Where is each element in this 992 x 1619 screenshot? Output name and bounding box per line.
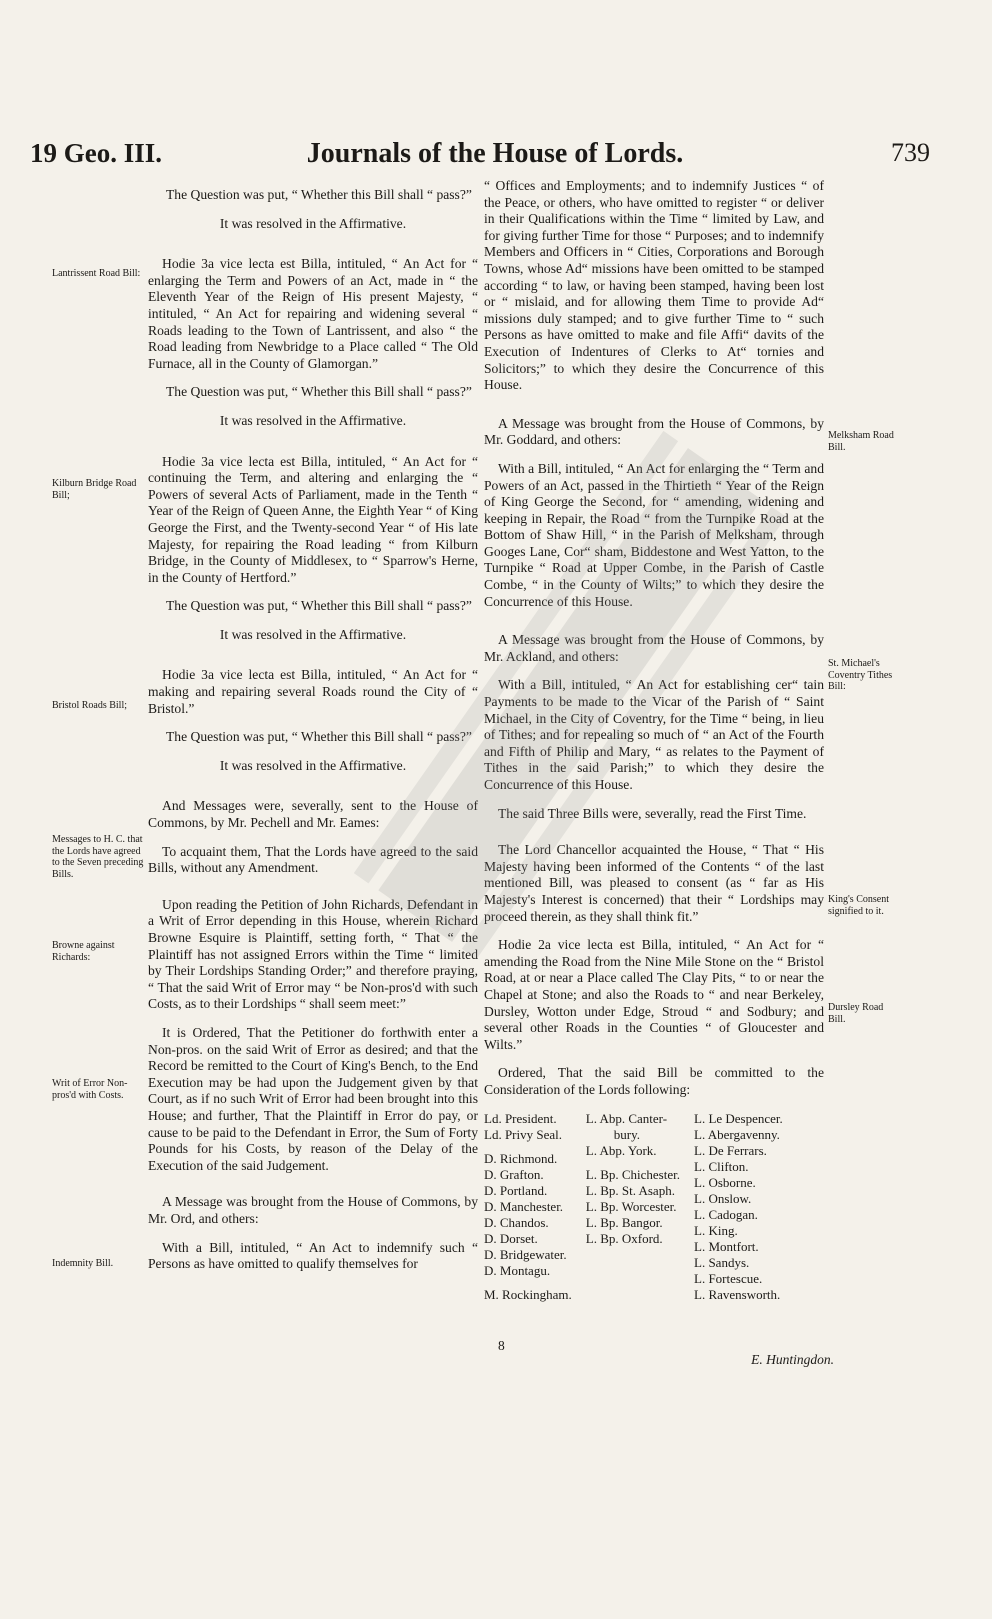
resolution: It was resolved in the Affirmative. [219, 757, 407, 773]
lord-entry: L. Bp. Oxford. [585, 1230, 663, 1246]
lord-entry: D. Portland. [484, 1182, 548, 1198]
catchword: E. Huntingdon. [751, 1352, 834, 1367]
lord-entry: D. Bridgewater. [484, 1246, 567, 1262]
spacer [484, 1279, 572, 1287]
lord-entry: L. Onslow. [694, 1190, 752, 1206]
kings-consent-paragraph: The Lord Chancellor acquainted the House, “ That “ His Majesty having been informed of the Contents “ of the last mentioned Bill, was pleased to consent (as “ far as His Majesty's Interest is concerned) that their “ Lordships may proceed therein, as they shall think fit.” [484, 842, 824, 924]
lord-entry: D. Grafton. [484, 1166, 544, 1182]
lantrissent-bill-paragraph: Hodie 3a vice lecta est Billa, intituled, “ An Act for “ enlarging the Term and Powers of an Act, made in “ the Eleventh Year of the Reign of His present Majesty, “ intituled, “ An Act for repairing and widening several “ Roads leading to the Town of Lantrissent, and also “ the Road leading from Newbridge to a Place called “ The Old Furnace, all in the County of Glamorgan.” [148, 256, 478, 371]
ackland-message-paragraph: A Message was brought from the House of Commons, by Mr. Ackland, and others: [484, 632, 824, 664]
lord-entry: D. Richmond. [484, 1150, 558, 1166]
lord-entry: D. Montagu. [484, 1262, 551, 1278]
lord-entry: L. Bp. Chichester. [585, 1166, 680, 1182]
question-put: The Question was put, “ Whether this Bill shall “ pass?” [166, 598, 472, 614]
margin-note-kings-consent: King's Consent signified to it. [828, 894, 889, 917]
committed-paragraph: Ordered, That the said Bill be committed to the Consideration of the Lords following: [484, 1065, 824, 1097]
stmichael-bill-paragraph: With a Bill, intituled, “ An Act for establishing cer“ tain Payments to be made to the Vicar of the Parish of “ Saint Michael, in the City of Coventry, for the Time “ being, in lieu of Tithes; and for repealing so much of “ an Act of the Fourth and Fifth of Philip and Mary, “ as relates to the Payment of Tithes in the said Parish;” to which they desire the Concurrence of this House. [484, 677, 824, 792]
petition-paragraph: Upon reading the Petition of John Richards, Defendant in a Writ of Error depending in this House, wherein Richard Browne Esquire is Plaintiff, setting forth, “ That “ the Plaintiff has not assigned Errors within the Time “ limited by Their Lordships Standing Order;” and therefore praying, “ That the said Writ of Error may “ be Non-pros'd with such Costs, as to their Lordships “ shall seem meet:” [148, 896, 478, 1012]
lord-entry: L. De Ferrars. [694, 1142, 767, 1158]
margin-note-dursley: Dursley Road Bill. [828, 1002, 884, 1025]
margin-note-stmichael: St. Michael's Coventry Tithes Bill: [828, 658, 893, 692]
goddard-message-paragraph: A Message was brought from the House of Commons, by Mr. Goddard, and others: [484, 415, 824, 448]
lord-entry: L. Clifton. [694, 1158, 749, 1174]
margin-note-messages: Messages to H. C. that the Lords have agreed to the Seven preceding Bills. [52, 834, 144, 880]
left-column [148, 187, 478, 1285]
kilburn-bill-paragraph: Hodie 3a vice lecta est Billa, intituled, “ An Act for “ continuing the Term, and altering and enlarging the “ Powers of several Acts of Parliament, made in the Tenth “ Year of the Reign of Queen Anne, the Eighth Year “ of King George the First, and the Twenty-second Year “ of His late Majesty, for repairing the Road leading “ from Kilburn Bridge, in the County of Middlesex, to “ Sparrow's Herne, in the County of Hertford.” [148, 453, 478, 585]
lord-entry: D. Chandos. [484, 1214, 549, 1230]
lord-entry: M. Rockingham. [484, 1286, 572, 1302]
lord-entry: bury. [613, 1126, 640, 1142]
regnal-year: 19 Geo. III. [30, 138, 163, 168]
resolution: It was resolved in the Affirmative. [219, 412, 407, 428]
lord-entry: L. King. [694, 1222, 738, 1238]
lord-entry: L. Fortescue. [694, 1270, 763, 1286]
lord-entry: L. Cadogan. [694, 1206, 758, 1222]
messages-paragraph: And Messages were, severally, sent to the House of Commons, by Mr. Pechell and Mr. Eames: [148, 798, 478, 831]
lord-entry: D. Dorset. [484, 1230, 538, 1246]
lord-entry: L. Abp. Canter- [585, 1110, 668, 1126]
lord-entry: L. Ravensworth. [694, 1286, 781, 1302]
resolution: It was resolved in the Affirmative. [219, 626, 407, 642]
spacer [484, 1143, 572, 1151]
lords-committee-list [484, 1111, 824, 1303]
melksham-bill-paragraph: With a Bill, intituled, “ An Act for enlarging the “ Term and Powers of an Act, passed in the Thirtieth “ Year of the Reign of King George the Second, for “ amending, widening and keeping in Repair, the Road “ from the Turnpike Road at the Bottom of Shaw Hill, “ in the Parish of Melksham, through Googes Lane, Cor“ sham, Biddestone and West Yatton, to the Turnpike “ Road at Upper Combe, in the Parish of Castle Combe, “ in the County of Wilts;” to which they desire the Concurrence of this House. [484, 460, 824, 609]
margin-note-writ: Writ of Error Non-pros'd with Costs. [52, 1078, 128, 1101]
order-paragraph: It is Ordered, That the Petitioner do forthwith enter a Non-pros. on the said Writ of Error as desired; and that the Record be remitted to the Court of King's Bench, to the End Execution may be had upon the Judgement given by that Court, as if no such Writ of Error had been brought into this House; and further, That the Plaintiff in Error do pay, or cause to be paid to the Defendant in Error, the Sum of Forty Pounds for his Costs, by reason of the Delay of the Execution of the said Judgement. [148, 1024, 478, 1173]
indemnity-message-paragraph: A Message was brought from the House of Commons, by Mr. Ord, and others: [148, 1194, 478, 1226]
right-column [484, 178, 824, 1303]
lord-entry: L. Osborne. [694, 1174, 756, 1190]
lord-entry: L. Abergavenny. [694, 1126, 780, 1142]
lord-entry: Ld. Privy Seal. [484, 1126, 562, 1142]
margin-note-lantrissent: Lantrissent Road Bill: [52, 268, 141, 279]
journal-title: Journals of the House of Lords. [306, 138, 684, 169]
margin-note-melksham: Melksham Road Bill. [828, 430, 894, 453]
lords-column-2 [586, 1111, 680, 1303]
lord-entry: L. Bp. St. Asaph. [585, 1182, 675, 1198]
lord-entry: L. Le Despencer. [694, 1110, 783, 1126]
indemnity-bill-paragraph: With a Bill, intituled, “ An Act to indemnify such “ Persons as have omitted to qualify themselves for [148, 1239, 478, 1272]
indemnity-bill-continued: “ Offices and Employments; and to indemnify Justices “ of the Peace, or others, who have omitted to register “ or deliver in their Qualifications within the Time “ limited by Law, and for giving further Time for those “ Purposes; and to indemnify Members and Officers in “ Cities, Corporations and Borough Towns, whose Ad“ missions have been omitted to be stamped according “ to law, or having been stamped, having been lost or “ mislaid, and for allowing them Time to provide Ad“ missions duly stamped; and to give further Time to “ such Persons as have omitted to make and file Affi“ davits of the Execution of Indentures of Clerks to At“ tornies and Solicitors;” to which they desire the Concurrence of this House. [484, 178, 824, 393]
spacer [586, 1159, 680, 1167]
margin-note-bristol: Bristol Roads Bill; [52, 700, 128, 711]
margin-note-browne: Browne against Richards: [52, 940, 115, 963]
question-put: The Question was put, “ Whether this Bill shall “ pass?” [166, 729, 472, 745]
question-put: The Question was put, “ Whether this Bill shall “ pass?” [166, 187, 472, 202]
question-put: The Question was put, “ Whether this Bill shall “ pass?” [166, 384, 472, 400]
running-header [30, 138, 930, 182]
page-number: 739 [891, 138, 930, 167]
lord-entry: L. Montfort. [694, 1238, 759, 1254]
lord-entry: L. Abp. York. [585, 1142, 657, 1158]
lords-column-1 [484, 1111, 572, 1303]
lord-entry: Ld. President. [484, 1110, 557, 1126]
acquaint-paragraph: To acquaint them, That the Lords have agreed to the said Bills, without any Amendment. [148, 843, 478, 876]
lord-entry: L. Bp. Worcester. [585, 1198, 677, 1214]
margin-note-kilburn: Kilburn Bridge Road Bill; [52, 478, 137, 501]
signature-mark: 8 [498, 1338, 505, 1353]
lord-entry: D. Manchester. [484, 1198, 564, 1214]
first-reading-paragraph: The said Three Bills were, severally, read the First Time. [498, 805, 807, 821]
resolution: It was resolved in the Affirmative. [219, 215, 407, 231]
margin-note-indemnity: Indemnity Bill. [52, 1258, 114, 1269]
bristol-bill-paragraph: Hodie 3a vice lecta est Billa, intituled, “ An Act for “ making and repairing several Roads round the City of “ Bristol.” [148, 667, 478, 716]
lord-entry: L. Sandys. [694, 1254, 750, 1270]
dursley-bill-paragraph: Hodie 2a vice lecta est Billa, intituled, “ An Act for “ amending the Road from the Nine Mile Stone on the “ Bristol Road, at or near a Place called The Clay Pits, “ to or near the Chapel at Stone; and also the Roads to “ and near Berkeley, Dursley, Wotton under Edge, Stroud “ and Sodbury; and several other Roads in the Counties “ of Gloucester and Wilts.” [484, 937, 824, 1052]
lords-column-3 [694, 1111, 783, 1303]
lord-entry: L. Bp. Bangor. [585, 1214, 663, 1230]
